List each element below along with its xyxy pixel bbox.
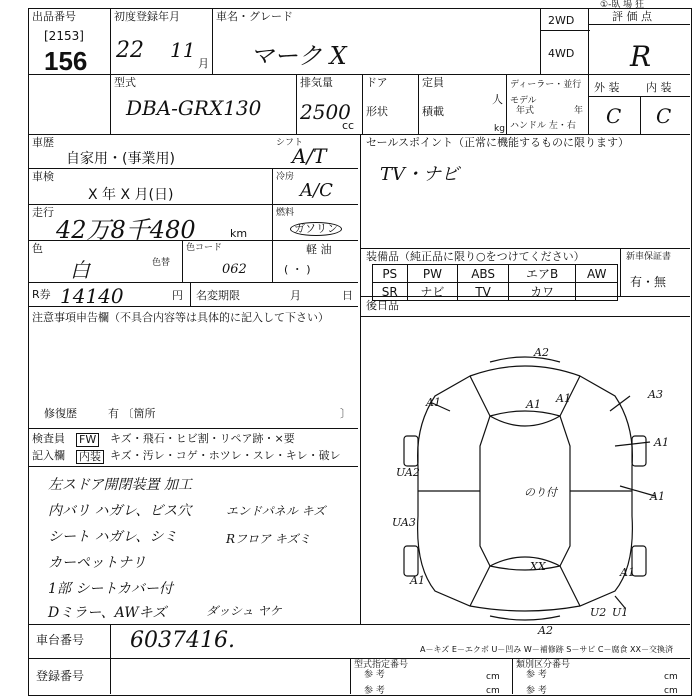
drive-2wd: 2WD: [548, 14, 575, 27]
naisou-label: 内装: [76, 450, 104, 464]
interior-label: 内 装: [646, 81, 672, 94]
lot-no-label: 出品番号: [32, 10, 76, 23]
fuel-label: 燃料: [276, 208, 295, 218]
rule: [640, 96, 641, 134]
reg-no-label: 登録番号: [36, 669, 85, 683]
mark-1: A2: [534, 346, 549, 359]
lot-no: 156: [44, 46, 88, 76]
equip-sr: SR: [373, 283, 408, 301]
rule: [28, 624, 690, 625]
rule: [28, 428, 358, 429]
chassis-value: 6037416.: [130, 628, 235, 653]
mark-3: A1: [526, 398, 541, 411]
mark-14: U2: [590, 606, 607, 619]
rule: [110, 8, 111, 134]
inspection-value: X 年 X 月(日): [88, 187, 174, 203]
warranty-value: 有・無: [630, 275, 667, 289]
note-line-6: Dミラー、AWキズ: [48, 605, 167, 621]
mark-5: A1: [556, 392, 571, 405]
top-right-note: ①-臥 場 狂: [600, 0, 645, 10]
mark-8: A1: [620, 566, 635, 579]
rule: [360, 248, 690, 249]
model-label: 型式: [114, 76, 136, 89]
rule: [620, 248, 621, 296]
note-line-2: 内バリ ハガレ、ビス穴: [48, 503, 192, 519]
mark-16: のり付: [524, 486, 557, 499]
model-year-label: モデル: [510, 96, 537, 106]
equip-pw: PW: [407, 265, 458, 283]
chassis-label: 車台番号: [36, 633, 85, 647]
checks-exterior: キズ・飛石・ヒビ割・リペア跡・×要: [110, 432, 295, 445]
ref-2: 参 考: [526, 670, 547, 680]
equipment-label: 装備品（純正品に限り○をつけてください）: [366, 250, 585, 263]
repair-label: 修復歴: [44, 407, 77, 420]
fuel-gas: ガソリン: [290, 222, 342, 236]
color-value: 白: [70, 258, 90, 282]
cm-1: cm: [486, 672, 500, 682]
equip-navi: ナビ: [407, 283, 458, 301]
later-label: 後日品: [366, 299, 399, 312]
ref-3: 参 考: [364, 686, 385, 696]
handle-label: ハンドル 左・右: [510, 121, 576, 131]
year-unit: 年: [574, 106, 584, 116]
equip-abs: ABS: [458, 265, 509, 283]
rule: [28, 134, 690, 135]
equip-empty: [576, 283, 618, 301]
recycle-value: 14140: [60, 284, 124, 308]
title-label: 名変期限: [196, 289, 240, 302]
door-label: ドア: [366, 76, 388, 89]
rule: [350, 658, 351, 694]
rule: [28, 658, 690, 659]
rule: [28, 466, 358, 467]
mark-12: A1: [410, 574, 425, 587]
interior-value: C: [656, 104, 672, 128]
reg-month: 11: [170, 38, 196, 62]
ac-value: A/C: [300, 180, 333, 201]
car-name: マーク X: [250, 42, 347, 70]
equipment-table: [372, 264, 618, 301]
capacity-label: 定員: [422, 76, 444, 89]
cm-2: cm: [486, 686, 500, 696]
mark-7: A1: [650, 490, 665, 503]
rule: [182, 240, 183, 282]
shift-label: シフト: [276, 138, 304, 148]
mark-6: A1: [654, 436, 669, 449]
recycle-label: R券: [32, 288, 51, 301]
exterior-value: C: [606, 104, 622, 128]
entry-label: 記入欄: [32, 449, 65, 462]
note-line-3: シート ハガレ、シミ: [48, 529, 178, 545]
drive-4wd: 4WD: [548, 47, 575, 60]
rule: [506, 74, 507, 134]
fw-label: FW: [76, 433, 99, 447]
year-label: 年式: [516, 106, 535, 116]
equip-ps: PS: [373, 265, 408, 283]
rule: [418, 74, 419, 134]
model-value: DBA-GRX130: [126, 96, 262, 120]
inspection-label: 車検: [32, 170, 54, 183]
reg-label: 初度登録年月: [114, 10, 180, 23]
rule: [362, 74, 363, 134]
mileage-label: 走行: [32, 206, 54, 219]
displacement-value: 2500: [300, 100, 351, 124]
sales-point-value: TV・ナビ: [380, 164, 460, 185]
title-day: 日: [342, 289, 353, 302]
repair-close: 〕: [340, 407, 351, 420]
rule: [190, 282, 191, 306]
equip-aw: AW: [576, 265, 618, 283]
reg-month-unit: 月: [198, 57, 209, 70]
history-label: 車歴: [32, 136, 54, 149]
rule: [296, 74, 297, 134]
equip-leather: カワ: [508, 283, 576, 301]
km-unit: km: [230, 227, 248, 240]
lot-id: [2153]: [44, 29, 84, 43]
ref-1: 参 考: [364, 670, 385, 680]
car-label: 車名・グレード: [216, 10, 293, 23]
type-designation-label: 型式指定番号: [354, 660, 409, 670]
note-line-1: 左スドア開閉装置 加工: [48, 477, 193, 493]
mark-11: XX: [530, 560, 546, 573]
rule: [588, 24, 690, 25]
equip-airbag: エアB: [508, 265, 576, 283]
side-note-1: エンドパネル キズ: [226, 504, 326, 518]
repair-value: 有 〔箇所: [108, 407, 156, 420]
fuel-paren: ( ・ ): [284, 263, 311, 276]
mileage-value: 42万8千480: [56, 216, 196, 244]
rule: [272, 168, 273, 282]
equip-tv: TV: [458, 283, 509, 301]
history-value: 自家用・(事業用): [66, 151, 175, 167]
mark-2: A1: [426, 396, 441, 409]
side-note-3: ダッシュ ヤケ: [206, 604, 282, 618]
rule: [28, 204, 358, 205]
displacement-label: 排気量: [300, 76, 333, 89]
rule: [588, 96, 690, 97]
checks-interior: キズ・汚レ・コゲ・ホツレ・スレ・キレ・破レ: [110, 449, 341, 462]
title-month: 月: [290, 289, 301, 302]
rule: [540, 8, 541, 74]
mark-9: UA2: [396, 466, 420, 479]
mark-4: A3: [648, 388, 663, 401]
load-unit: kg: [494, 124, 505, 134]
load-label: 積載: [422, 105, 444, 118]
capacity-unit: 人: [492, 93, 503, 106]
rule: [512, 658, 513, 694]
inspector-label: 検査員: [32, 432, 65, 445]
note-line-5: 1部 シートカバー付: [48, 581, 173, 597]
rating-label: 評 価 点: [612, 10, 652, 23]
rule: [28, 168, 358, 169]
mark-10: UA3: [392, 516, 416, 529]
cm-3: cm: [664, 672, 678, 682]
ref-4: 参 考: [526, 686, 547, 696]
rating-value: R: [630, 40, 652, 73]
exterior-label: 外 装: [594, 81, 620, 94]
color-code-value: 062: [222, 262, 247, 277]
cm-4: cm: [664, 686, 678, 696]
rule: [28, 74, 690, 75]
mark-15: U1: [612, 606, 629, 619]
cc-unit: cc: [342, 119, 355, 132]
sales-point-label: セールスポイント（正常に機能するものに限ります）: [366, 136, 630, 149]
attention-label: 注意事項申告欄（不具合内容等は具体的に記入して下さい）: [32, 311, 329, 324]
shift-value: A/T: [292, 144, 327, 168]
shape-label: 形状: [366, 105, 388, 118]
rule: [540, 30, 590, 31]
side-note-2: Rフロア キズミ: [226, 532, 311, 546]
class-label: 類別区分番号: [516, 660, 571, 670]
rule: [212, 8, 213, 74]
color-swap-label: 色替: [152, 258, 171, 268]
warranty-label: 新車保証書: [626, 252, 672, 262]
ac-label: 冷房: [276, 172, 295, 182]
diagram-legend: A－キズ E－エクボ U－凹み W－補修跡 S－サビ C－腐食 XX－交換済: [420, 645, 674, 654]
yen-unit: 円: [172, 289, 183, 302]
fuel-diesel: 軽 油: [306, 243, 332, 256]
mark-13: A2: [538, 624, 553, 637]
color-label: 色: [32, 242, 43, 255]
dealer-label: ディーラー・並行: [510, 80, 582, 90]
reg-year: 22: [116, 38, 144, 63]
color-code-label: 色コード: [186, 243, 223, 253]
rule: [588, 8, 589, 134]
rule: [110, 624, 111, 694]
note-line-4: カーペットナリ: [48, 555, 146, 571]
